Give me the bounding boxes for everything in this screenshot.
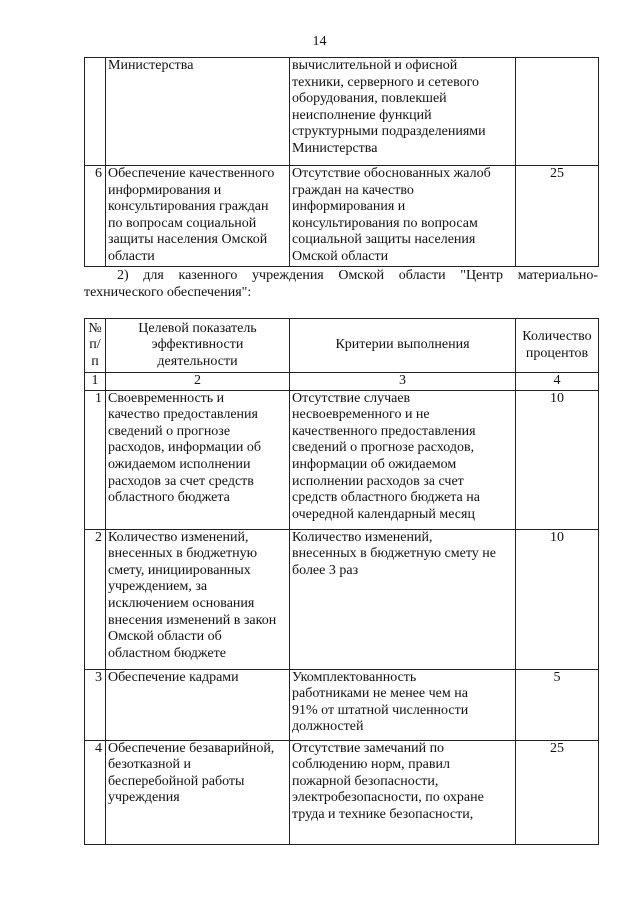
table-row [85,740,599,844]
criteria-table-continued [84,57,599,267]
criteria-table-center [84,318,599,845]
percent-cell: 5 [516,669,599,740]
header-percent: Количество процентов [516,319,599,373]
col-number: 4 [516,373,599,391]
header-num: № п/п [85,319,106,373]
intro-line-2: технического обеспечения": [84,284,252,300]
table-row [85,669,599,740]
page-number: 14 [312,34,327,49]
header-indicator: Целевой показатель эффективности деятельности [106,319,290,373]
criteria-cell: Отсутствие случаев несвоевременного и не качественного предоставления сведений о прогнозе расходов, информации об ожидаемом исполнении расходов за счет средств областного бюджета на очередной календарный месяц [290,390,516,529]
row-number: 3 [85,669,106,740]
row-number: 4 [85,740,106,844]
indicator-cell: Количество изменений, внесенных в бюджетную смету, инициированных учреждением, за исключением основания внесения изменений в закон Омской области об областном бюджете [106,529,290,669]
criteria-cell: Укомплектованность работниками не менее чем на 91% от штатной численности должностей [290,669,516,740]
section-intro [84,268,598,301]
col-number: 3 [290,373,516,391]
percent-cell: 25 [516,740,599,844]
indicator-cell: Обеспечение качественного информирования и консультирования граждан по вопросам социальной защиты населения Омской области [106,166,290,267]
percent-cell: 10 [516,529,599,669]
indicator-cell: Обеспечение кадрами [106,669,290,740]
table-row [85,390,599,529]
table-row [85,166,599,267]
col-number: 2 [106,373,290,391]
row-number [85,58,106,166]
row-number: 6 [85,166,106,267]
table-row [85,58,599,166]
criteria-cell: Отсутствие обоснованных жалоб граждан на качество информирования и консультирования по вопросам социальной защиты населения Омской области [290,166,516,267]
indicator-cell: Министерства [106,58,290,166]
column-number-row [85,373,599,391]
criteria-cell: Количество изменений, внесенных в бюджетную смету не более 3 раз [290,529,516,669]
criteria-cell: Отсутствие замечаний по соблюдению норм, правил пожарной безопасности, электробезопасности, по охране труда и технике безопасности, [290,740,516,844]
indicator-cell: Своевременность и качество предоставления сведений о прогнозе расходов, информации об ожидаемом исполнении расходов за счет средств областного бюджета [106,390,290,529]
percent-cell [516,58,599,166]
percent-cell: 25 [516,166,599,267]
row-number: 2 [85,529,106,669]
header-criteria: Критерии выполнения [290,319,516,373]
row-number: 1 [85,390,106,529]
table-header-row [85,319,599,373]
intro-line-1: 2) для казенного учреждения Омской области "Центр материально- [117,268,598,283]
indicator-cell: Обеспечение безаварийной, безотказной и бесперебойной работы учреждения [106,740,290,844]
criteria-cell: вычислительной и офисной техники, серверного и сетевого оборудования, повлекшей неисполнение функций структурными подразделениями Министерства [290,58,516,166]
table-row [85,529,599,669]
col-number: 1 [85,373,106,391]
percent-cell: 10 [516,390,599,529]
